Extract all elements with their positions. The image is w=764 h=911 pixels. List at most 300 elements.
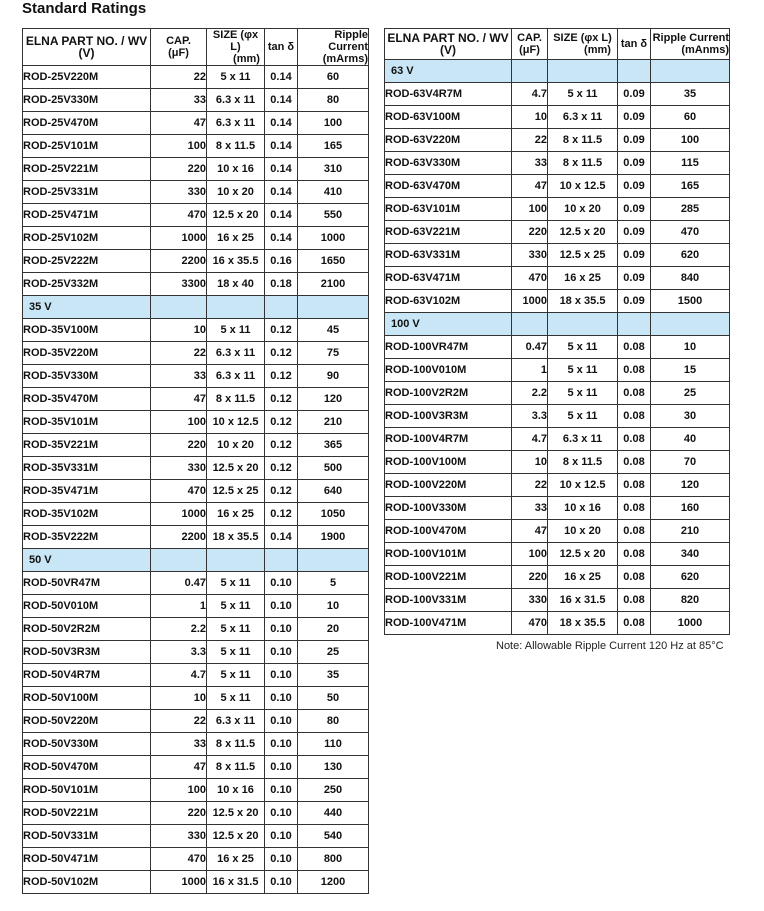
ripple-current-cell: 70 xyxy=(651,451,730,474)
capacitance-cell: 0.47 xyxy=(151,572,207,595)
table-header-row xyxy=(385,29,730,60)
tan-delta-cell: 0.08 xyxy=(618,336,651,359)
tan-delta-cell: 0.12 xyxy=(265,480,298,503)
tan-delta-cell: 0.10 xyxy=(265,618,298,641)
size-cell: 6.3 x 11 xyxy=(207,89,265,112)
capacitance-cell: 33 xyxy=(151,733,207,756)
capacitance-cell: 47 xyxy=(512,175,548,198)
table-row xyxy=(385,83,730,106)
capacitance-cell: 1 xyxy=(512,359,548,382)
ripple-current-cell: 1200 xyxy=(298,871,369,894)
ripple-current-cell: 550 xyxy=(298,204,369,227)
size-cell: 16 x 35.5 xyxy=(207,250,265,273)
ripple-current-cell: 80 xyxy=(298,710,369,733)
table-row xyxy=(23,756,369,779)
group-empty-cell xyxy=(151,296,207,319)
capacitance-cell: 220 xyxy=(151,802,207,825)
ripple-current-cell: 285 xyxy=(651,198,730,221)
tan-delta-cell: 0.08 xyxy=(618,359,651,382)
part-number-cell: ROD-100VR47M xyxy=(385,336,512,359)
size-cell: 12.5 x 20 xyxy=(548,221,618,244)
part-number-cell: ROD-50V3R3M xyxy=(23,641,151,664)
tan-delta-cell: 0.14 xyxy=(265,112,298,135)
part-number-cell: ROD-35V102M xyxy=(23,503,151,526)
part-number-cell: ROD-25V222M xyxy=(23,250,151,273)
table-row xyxy=(23,158,369,181)
part-number-cell: ROD-100V4R7M xyxy=(385,428,512,451)
capacitance-cell: 470 xyxy=(512,267,548,290)
capacitance-cell: 4.7 xyxy=(512,428,548,451)
capacitance-cell: 100 xyxy=(512,198,548,221)
ripple-current-cell: 470 xyxy=(651,221,730,244)
part-number-cell: ROD-100V330M xyxy=(385,497,512,520)
part-number-cell: ROD-35V100M xyxy=(23,319,151,342)
ripple-current-cell: 1050 xyxy=(298,503,369,526)
table-row xyxy=(385,336,730,359)
capacitance-cell: 1000 xyxy=(151,227,207,250)
size-cell: 10 x 20 xyxy=(207,434,265,457)
part-number-cell: ROD-35V101M xyxy=(23,411,151,434)
tan-delta-cell: 0.10 xyxy=(265,595,298,618)
ripple-note: Note: Allowable Ripple Current 120 Hz at 85°C xyxy=(496,640,724,652)
tan-delta-cell: 0.08 xyxy=(618,520,651,543)
capacitance-cell: 22 xyxy=(151,66,207,89)
tan-delta-cell: 0.10 xyxy=(265,733,298,756)
size-cell: 5 x 11 xyxy=(207,595,265,618)
table-row xyxy=(23,112,369,135)
table-row xyxy=(23,204,369,227)
group-empty-cell xyxy=(618,313,651,336)
part-number-cell: ROD-25V221M xyxy=(23,158,151,181)
tan-delta-cell: 0.10 xyxy=(265,756,298,779)
capacitance-cell: 33 xyxy=(512,152,548,175)
part-number-cell: ROD-35V471M xyxy=(23,480,151,503)
capacitance-cell: 1000 xyxy=(512,290,548,313)
capacitance-cell: 220 xyxy=(512,566,548,589)
part-number-cell: ROD-25V332M xyxy=(23,273,151,296)
table-row xyxy=(23,89,369,112)
group-empty-cell xyxy=(265,549,298,572)
tan-delta-cell: 0.10 xyxy=(265,572,298,595)
group-empty-cell xyxy=(651,313,730,336)
ripple-current-cell: 100 xyxy=(298,112,369,135)
voltage-group-row xyxy=(385,60,730,83)
group-empty-cell xyxy=(618,60,651,83)
ripple-current-cell: 440 xyxy=(298,802,369,825)
capacitance-cell: 470 xyxy=(151,480,207,503)
table-row xyxy=(385,106,730,129)
part-number-cell: ROD-100V2R2M xyxy=(385,382,512,405)
size-cell: 5 x 11 xyxy=(548,405,618,428)
size-cell: 10 x 20 xyxy=(548,198,618,221)
tan-delta-cell: 0.08 xyxy=(618,428,651,451)
tan-delta-cell: 0.09 xyxy=(618,198,651,221)
table-row xyxy=(23,227,369,250)
capacitance-cell: 22 xyxy=(512,129,548,152)
tan-delta-cell: 0.10 xyxy=(265,710,298,733)
capacitance-cell: 3.3 xyxy=(151,641,207,664)
size-cell: 5 x 11 xyxy=(207,319,265,342)
ripple-current-cell: 120 xyxy=(651,474,730,497)
ripple-current-cell: 90 xyxy=(298,365,369,388)
capacitance-cell: 330 xyxy=(151,457,207,480)
tan-delta-cell: 0.14 xyxy=(265,227,298,250)
table-row xyxy=(23,710,369,733)
part-number-cell: ROD-63V471M xyxy=(385,267,512,290)
size-cell: 12.5 x 25 xyxy=(548,244,618,267)
table-row xyxy=(23,434,369,457)
part-number-cell: ROD-50V100M xyxy=(23,687,151,710)
header-tan-delta: tan δ xyxy=(265,29,298,66)
table-row xyxy=(23,135,369,158)
table-row xyxy=(23,802,369,825)
part-number-cell: ROD-25V331M xyxy=(23,181,151,204)
table-row xyxy=(23,342,369,365)
table-row xyxy=(23,572,369,595)
ripple-current-cell: 120 xyxy=(298,388,369,411)
tan-delta-cell: 0.09 xyxy=(618,244,651,267)
ripple-current-cell: 310 xyxy=(298,158,369,181)
part-number-cell: ROD-25V220M xyxy=(23,66,151,89)
table-row xyxy=(23,250,369,273)
ripple-current-cell: 840 xyxy=(651,267,730,290)
part-number-cell: ROD-100V220M xyxy=(385,474,512,497)
ripple-current-cell: 25 xyxy=(651,382,730,405)
table-row xyxy=(23,457,369,480)
group-empty-cell xyxy=(548,60,618,83)
capacitance-cell: 2200 xyxy=(151,526,207,549)
table-row xyxy=(385,382,730,405)
size-cell: 12.5 x 25 xyxy=(207,480,265,503)
size-cell: 5 x 11 xyxy=(207,641,265,664)
size-cell: 18 x 35.5 xyxy=(548,290,618,313)
size-cell: 10 x 20 xyxy=(548,520,618,543)
capacitance-cell: 470 xyxy=(512,612,548,635)
ripple-current-cell: 25 xyxy=(298,641,369,664)
table-row xyxy=(23,181,369,204)
ratings-table-left xyxy=(22,28,369,894)
part-number-cell: ROD-35V220M xyxy=(23,342,151,365)
table-row xyxy=(23,319,369,342)
table-row xyxy=(385,566,730,589)
group-empty-cell xyxy=(512,313,548,336)
voltage-group-label: 35 V xyxy=(23,296,151,319)
ripple-current-cell: 35 xyxy=(298,664,369,687)
size-cell: 5 x 11 xyxy=(207,664,265,687)
part-number-cell: ROD-100V470M xyxy=(385,520,512,543)
ripple-current-cell: 165 xyxy=(651,175,730,198)
capacitance-cell: 22 xyxy=(151,342,207,365)
size-cell: 8 x 11.5 xyxy=(207,756,265,779)
tan-delta-cell: 0.14 xyxy=(265,181,298,204)
ripple-current-cell: 1000 xyxy=(298,227,369,250)
size-cell: 6.3 x 11 xyxy=(207,365,265,388)
ripple-current-cell: 60 xyxy=(298,66,369,89)
ripple-current-cell: 10 xyxy=(651,336,730,359)
table-row xyxy=(23,388,369,411)
size-cell: 12.5 x 20 xyxy=(207,204,265,227)
tan-delta-cell: 0.08 xyxy=(618,382,651,405)
table-row xyxy=(23,503,369,526)
ripple-current-cell: 115 xyxy=(651,152,730,175)
part-number-cell: ROD-63V221M xyxy=(385,221,512,244)
header-part-number: ELNA PART NO. / WV (V) xyxy=(23,29,151,66)
size-cell: 5 x 11 xyxy=(548,83,618,106)
capacitance-cell: 4.7 xyxy=(512,83,548,106)
size-cell: 5 x 11 xyxy=(548,359,618,382)
tan-delta-cell: 0.12 xyxy=(265,434,298,457)
size-cell: 12.5 x 20 xyxy=(548,543,618,566)
table-row xyxy=(23,779,369,802)
capacitance-cell: 22 xyxy=(151,710,207,733)
size-cell: 8 x 11.5 xyxy=(207,733,265,756)
part-number-cell: ROD-35V330M xyxy=(23,365,151,388)
capacitance-cell: 47 xyxy=(512,520,548,543)
size-cell: 18 x 35.5 xyxy=(207,526,265,549)
header-ripple-current: Ripple Current (mArms) xyxy=(298,29,369,66)
capacitance-cell: 2200 xyxy=(151,250,207,273)
table-row xyxy=(385,221,730,244)
ripple-current-cell: 620 xyxy=(651,244,730,267)
header-part-number: ELNA PART NO. / WV (V) xyxy=(385,29,512,60)
header-size: SIZE (φx L) (mm) xyxy=(548,29,618,60)
table-row xyxy=(23,526,369,549)
size-cell: 5 x 11 xyxy=(207,572,265,595)
capacitance-cell: 33 xyxy=(151,365,207,388)
tan-delta-cell: 0.09 xyxy=(618,175,651,198)
size-cell: 16 x 25 xyxy=(548,566,618,589)
capacitance-cell: 330 xyxy=(151,825,207,848)
ripple-current-cell: 210 xyxy=(651,520,730,543)
ripple-current-cell: 620 xyxy=(651,566,730,589)
table-row xyxy=(385,543,730,566)
ripple-current-cell: 100 xyxy=(651,129,730,152)
capacitance-cell: 220 xyxy=(151,158,207,181)
group-empty-cell xyxy=(265,296,298,319)
tan-delta-cell: 0.10 xyxy=(265,802,298,825)
table-row xyxy=(385,474,730,497)
table-row xyxy=(385,290,730,313)
part-number-cell: ROD-35V222M xyxy=(23,526,151,549)
group-empty-cell xyxy=(651,60,730,83)
ripple-current-cell: 110 xyxy=(298,733,369,756)
size-cell: 18 x 40 xyxy=(207,273,265,296)
capacitance-cell: 1 xyxy=(151,595,207,618)
table-row xyxy=(23,66,369,89)
tan-delta-cell: 0.08 xyxy=(618,451,651,474)
table-row xyxy=(23,411,369,434)
ripple-current-cell: 50 xyxy=(298,687,369,710)
table-row xyxy=(23,618,369,641)
table-row xyxy=(385,405,730,428)
tan-delta-cell: 0.14 xyxy=(265,526,298,549)
tan-delta-cell: 0.12 xyxy=(265,411,298,434)
table-row xyxy=(385,152,730,175)
size-cell: 10 x 16 xyxy=(207,158,265,181)
tan-delta-cell: 0.08 xyxy=(618,497,651,520)
voltage-group-row xyxy=(23,296,369,319)
tan-delta-cell: 0.10 xyxy=(265,871,298,894)
ripple-current-cell: 5 xyxy=(298,572,369,595)
part-number-cell: ROD-63V4R7M xyxy=(385,83,512,106)
part-number-cell: ROD-63V100M xyxy=(385,106,512,129)
part-number-cell: ROD-50V2R2M xyxy=(23,618,151,641)
size-cell: 10 x 16 xyxy=(548,497,618,520)
ripple-current-cell: 640 xyxy=(298,480,369,503)
tan-delta-cell: 0.09 xyxy=(618,152,651,175)
capacitance-cell: 470 xyxy=(151,204,207,227)
part-number-cell: ROD-50V4R7M xyxy=(23,664,151,687)
table-row xyxy=(385,497,730,520)
table-header-row xyxy=(23,29,369,66)
part-number-cell: ROD-50V101M xyxy=(23,779,151,802)
size-cell: 6.3 x 11 xyxy=(207,342,265,365)
ripple-current-cell: 165 xyxy=(298,135,369,158)
part-number-cell: ROD-63V220M xyxy=(385,129,512,152)
group-empty-cell xyxy=(207,296,265,319)
group-empty-cell xyxy=(512,60,548,83)
size-cell: 12.5 x 20 xyxy=(207,802,265,825)
ripple-current-cell: 80 xyxy=(298,89,369,112)
size-cell: 10 x 12.5 xyxy=(548,474,618,497)
tan-delta-cell: 0.14 xyxy=(265,158,298,181)
ripple-current-cell: 410 xyxy=(298,181,369,204)
tan-delta-cell: 0.09 xyxy=(618,83,651,106)
table-row xyxy=(23,480,369,503)
ripple-current-cell: 40 xyxy=(651,428,730,451)
size-cell: 8 x 11.5 xyxy=(548,129,618,152)
ripple-current-cell: 500 xyxy=(298,457,369,480)
size-cell: 16 x 31.5 xyxy=(207,871,265,894)
capacitance-cell: 10 xyxy=(512,451,548,474)
ripple-current-cell: 20 xyxy=(298,618,369,641)
part-number-cell: ROD-25V102M xyxy=(23,227,151,250)
ripple-current-cell: 365 xyxy=(298,434,369,457)
size-cell: 5 x 11 xyxy=(548,382,618,405)
ripple-current-cell: 2100 xyxy=(298,273,369,296)
table-row xyxy=(23,664,369,687)
tan-delta-cell: 0.08 xyxy=(618,543,651,566)
size-cell: 16 x 25 xyxy=(207,227,265,250)
capacitance-cell: 47 xyxy=(151,112,207,135)
size-cell: 5 x 11 xyxy=(207,618,265,641)
capacitance-cell: 330 xyxy=(151,181,207,204)
size-cell: 16 x 25 xyxy=(548,267,618,290)
capacitance-cell: 33 xyxy=(512,497,548,520)
ripple-current-cell: 30 xyxy=(651,405,730,428)
tan-delta-cell: 0.12 xyxy=(265,365,298,388)
capacitance-cell: 1000 xyxy=(151,871,207,894)
tan-delta-cell: 0.18 xyxy=(265,273,298,296)
ratings-table-right xyxy=(384,28,730,635)
part-number-cell: ROD-63V101M xyxy=(385,198,512,221)
size-cell: 12.5 x 20 xyxy=(207,457,265,480)
ripple-current-cell: 820 xyxy=(651,589,730,612)
part-number-cell: ROD-50V221M xyxy=(23,802,151,825)
size-cell: 16 x 25 xyxy=(207,848,265,871)
tan-delta-cell: 0.10 xyxy=(265,848,298,871)
table-row xyxy=(23,848,369,871)
tan-delta-cell: 0.10 xyxy=(265,641,298,664)
group-empty-cell xyxy=(298,549,369,572)
size-cell: 16 x 25 xyxy=(207,503,265,526)
ripple-current-cell: 160 xyxy=(651,497,730,520)
capacitance-cell: 330 xyxy=(512,244,548,267)
tan-delta-cell: 0.12 xyxy=(265,388,298,411)
size-cell: 6.3 x 11 xyxy=(548,428,618,451)
capacitance-cell: 10 xyxy=(151,687,207,710)
table-row xyxy=(23,733,369,756)
size-cell: 8 x 11.5 xyxy=(207,135,265,158)
ripple-current-cell: 130 xyxy=(298,756,369,779)
capacitance-cell: 3.3 xyxy=(512,405,548,428)
ripple-current-cell: 45 xyxy=(298,319,369,342)
header-tan-delta: tan δ xyxy=(618,29,651,60)
size-cell: 5 x 11 xyxy=(207,687,265,710)
ripple-current-cell: 35 xyxy=(651,83,730,106)
part-number-cell: ROD-25V330M xyxy=(23,89,151,112)
part-number-cell: ROD-25V470M xyxy=(23,112,151,135)
part-number-cell: ROD-50V330M xyxy=(23,733,151,756)
ripple-current-cell: 340 xyxy=(651,543,730,566)
part-number-cell: ROD-100V100M xyxy=(385,451,512,474)
ripple-current-cell: 540 xyxy=(298,825,369,848)
table-row xyxy=(23,595,369,618)
part-number-cell: ROD-63V331M xyxy=(385,244,512,267)
table-row xyxy=(385,244,730,267)
part-number-cell: ROD-100V101M xyxy=(385,543,512,566)
capacitance-cell: 100 xyxy=(151,779,207,802)
capacitance-cell: 220 xyxy=(512,221,548,244)
capacitance-cell: 2.2 xyxy=(512,382,548,405)
part-number-cell: ROD-50V331M xyxy=(23,825,151,848)
size-cell: 6.3 x 11 xyxy=(207,710,265,733)
tan-delta-cell: 0.08 xyxy=(618,589,651,612)
table-row xyxy=(385,129,730,152)
size-cell: 6.3 x 11 xyxy=(548,106,618,129)
tan-delta-cell: 0.09 xyxy=(618,106,651,129)
tan-delta-cell: 0.09 xyxy=(618,129,651,152)
ripple-current-cell: 1000 xyxy=(651,612,730,635)
table-row xyxy=(385,198,730,221)
part-number-cell: ROD-50V471M xyxy=(23,848,151,871)
voltage-group-row xyxy=(385,313,730,336)
part-number-cell: ROD-25V471M xyxy=(23,204,151,227)
part-number-cell: ROD-35V470M xyxy=(23,388,151,411)
table-row xyxy=(23,871,369,894)
table-row xyxy=(23,641,369,664)
table-row xyxy=(385,451,730,474)
voltage-group-row xyxy=(23,549,369,572)
size-cell: 5 x 11 xyxy=(207,66,265,89)
capacitance-cell: 220 xyxy=(151,434,207,457)
voltage-group-label: 100 V xyxy=(385,313,512,336)
ripple-current-cell: 10 xyxy=(298,595,369,618)
tan-delta-cell: 0.12 xyxy=(265,457,298,480)
size-cell: 16 x 31.5 xyxy=(548,589,618,612)
table-row xyxy=(23,365,369,388)
voltage-group-label: 50 V xyxy=(23,549,151,572)
tan-delta-cell: 0.08 xyxy=(618,612,651,635)
capacitance-cell: 10 xyxy=(151,319,207,342)
capacitance-cell: 10 xyxy=(512,106,548,129)
part-number-cell: ROD-100V221M xyxy=(385,566,512,589)
capacitance-cell: 22 xyxy=(512,474,548,497)
part-number-cell: ROD-50VR47M xyxy=(23,572,151,595)
part-number-cell: ROD-100V331M xyxy=(385,589,512,612)
tan-delta-cell: 0.14 xyxy=(265,89,298,112)
tan-delta-cell: 0.10 xyxy=(265,687,298,710)
